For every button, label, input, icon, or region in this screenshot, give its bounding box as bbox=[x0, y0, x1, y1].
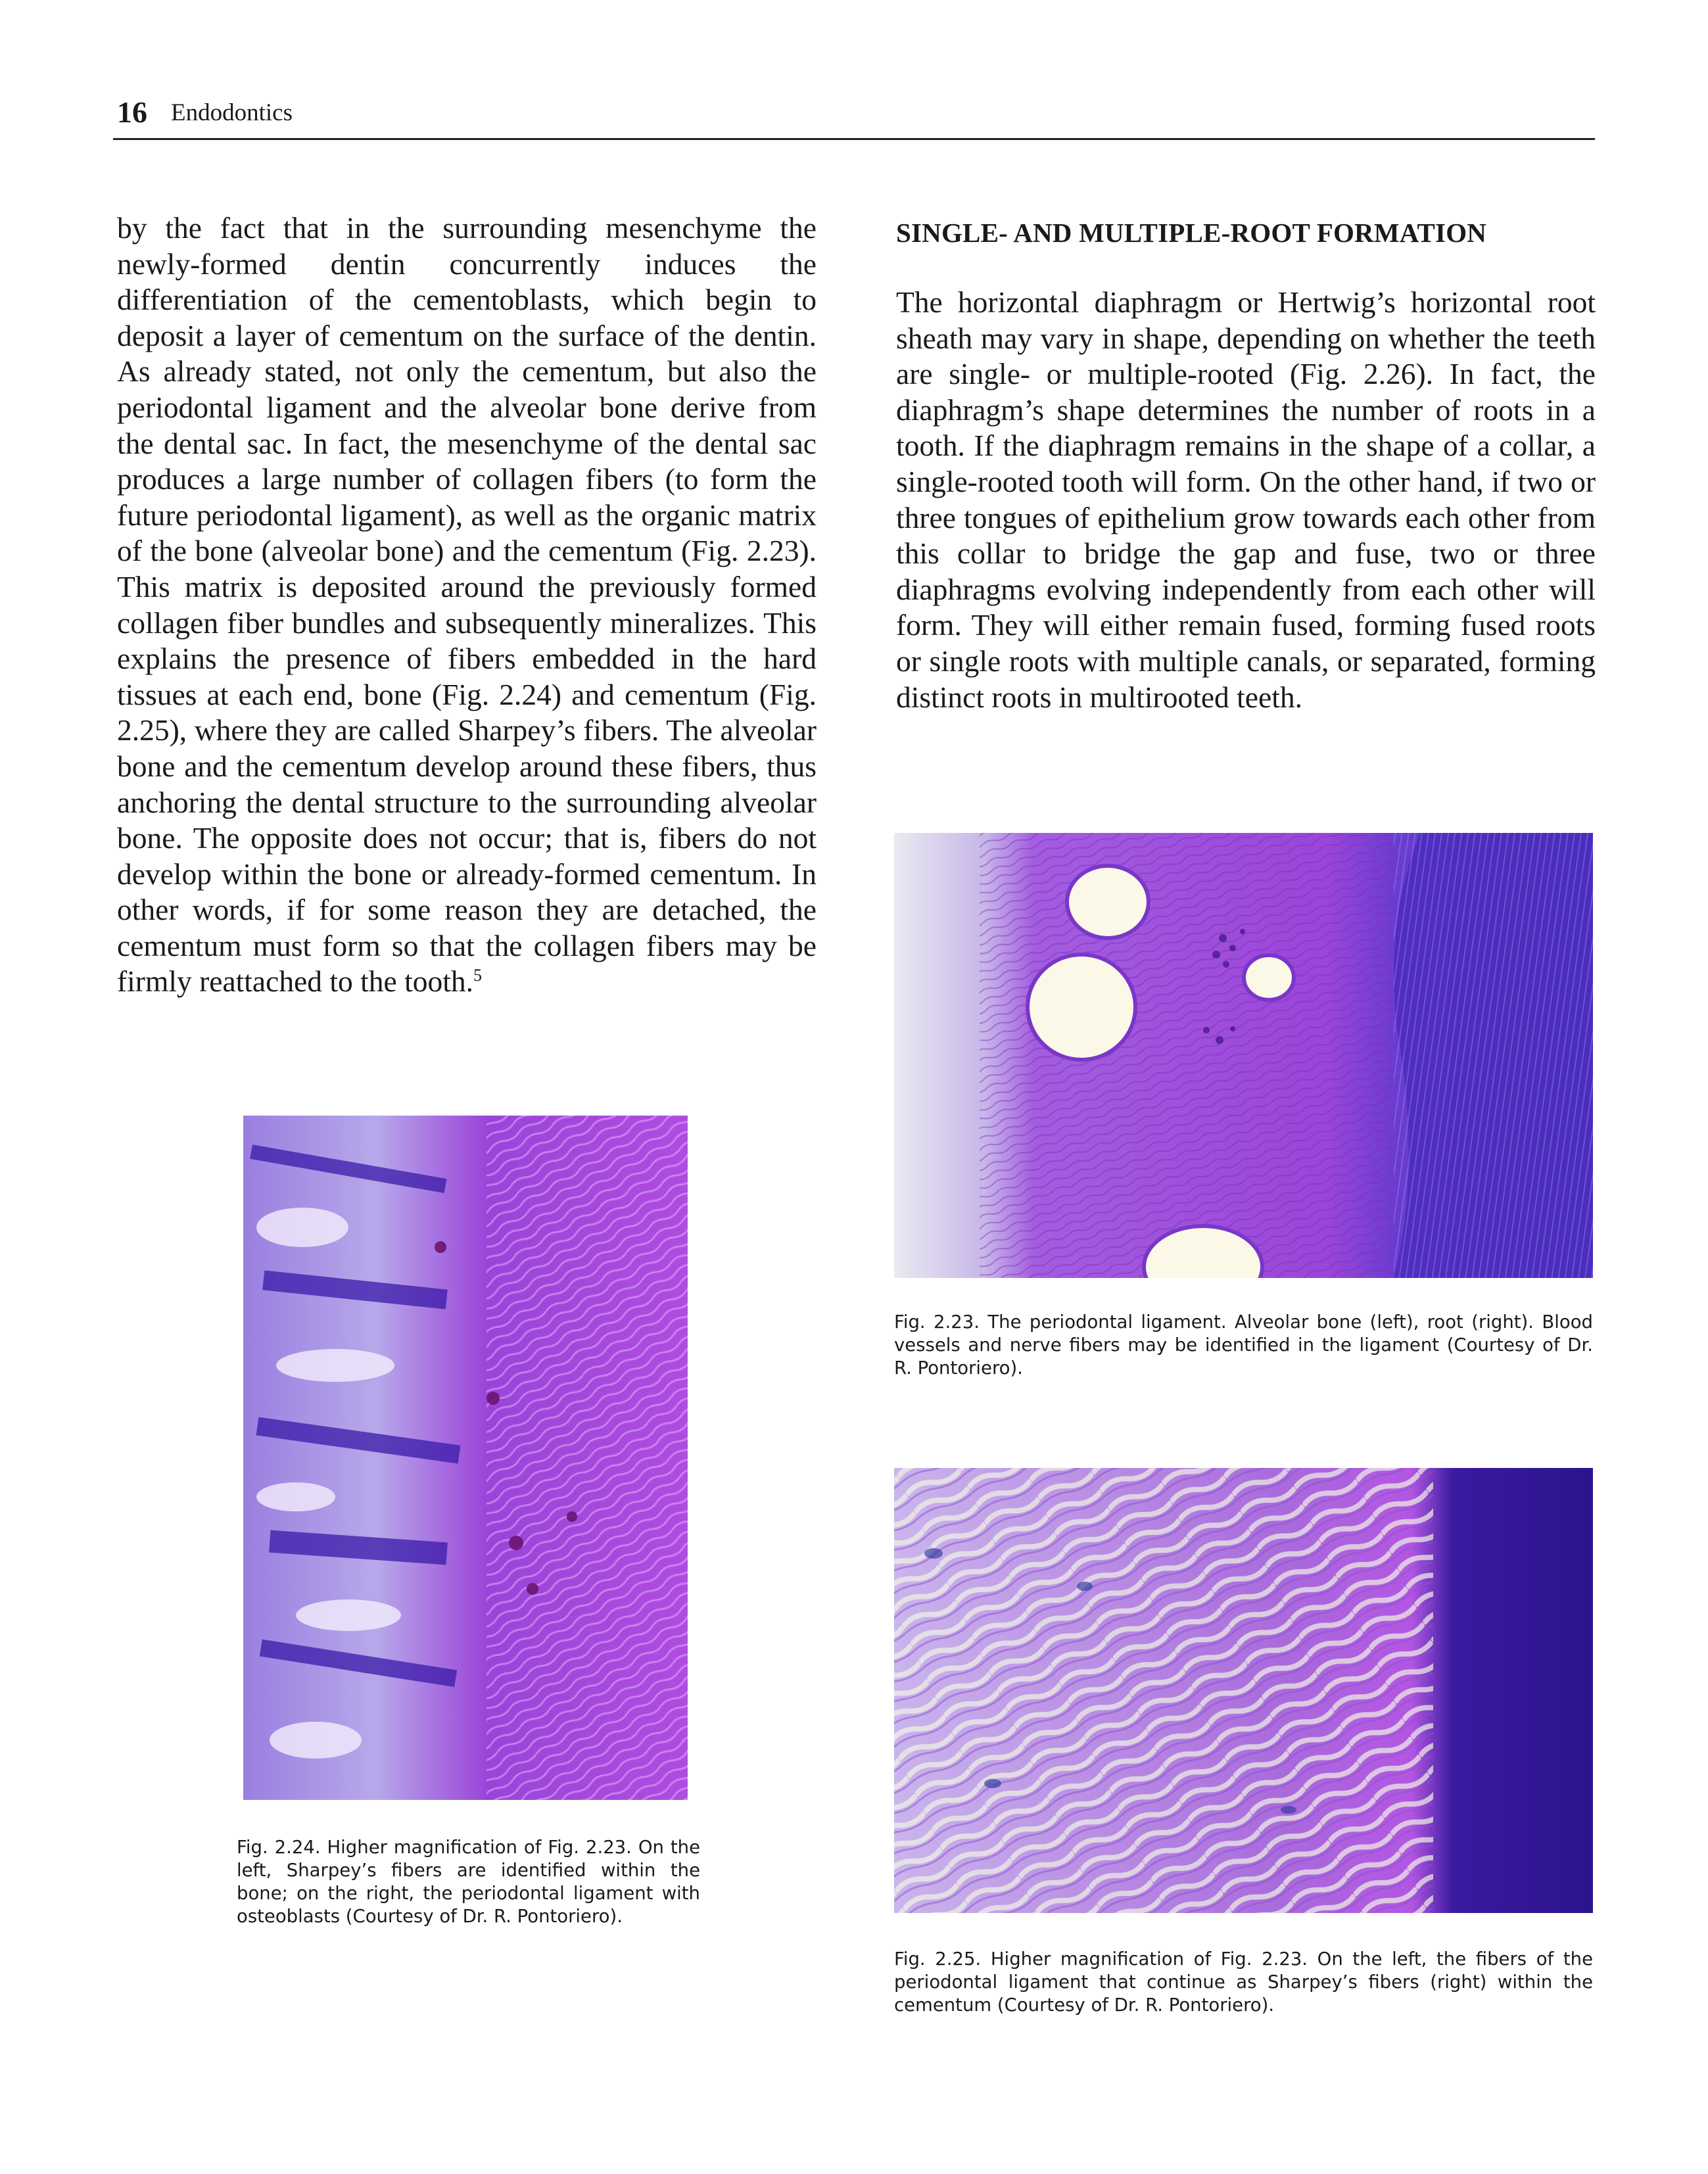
figure-2-24-caption: Fig. 2.24. Higher magnification of Fig. 2.23. On the left, Sharpey’s fibers are identified within the bone; on the right, the periodontal ligament with osteoblasts (Courtesy of Dr. R. Pontoriero). bbox=[237, 1837, 700, 1927]
left-column-text: by the fact that in the surrounding mesenchyme the newly-formed dentin concurrently induces the differentiation of the cementoblasts, which begin to deposit a layer of cementum on the surface of the dentin. As already stated, not only the cementum, but also the periodontal ligament and the alveolar bone derive from the dental sac. In fact, the mesenchyme of the dental sac produces a large number of collagen fibers (to form the future periodontal ligament), as well as the organic matrix of the bone (alveolar bone) and the cementum (Fig. 2.23). This matrix is deposited around the previously formed collagen fiber bundles and subsequently mineralizes. This explains the presence of fibers embedded in the hard tissues at each end, bone (Fig. 2.24) and cementum (Fig. 2.25), where they are called Sharpey’s fibers. The alveolar bone and the cementum develop around these fibers, thus anchoring the dental structure to the surrounding alveolar bone. The opposite does not occur; that is, fibers do not develop within the bone or already-formed cementum. In other words, if for some reason they are detached, the cementum must form so that the collagen fibers may be firmly reattached to the tooth.$^5$ bbox=[117, 211, 817, 999]
figure-2-25-caption: Fig. 2.25. Higher magnification of Fig. 2.23. On the left, the fibers of the periodontal ligament that continue as Sharpey’s fibers (right) within the cementum (Courtesy of Dr. R. Pontoriero). bbox=[894, 1949, 1593, 2016]
page-number: 16 bbox=[117, 95, 147, 129]
section-heading: SINGLE- AND MULTIPLE-ROOT FORMATION bbox=[896, 218, 1487, 248]
running-title: Endodontics bbox=[171, 99, 293, 126]
figure-2-23-micrograph bbox=[894, 833, 1593, 1278]
figure-2-24-micrograph bbox=[243, 1116, 688, 1800]
running-header bbox=[113, 92, 1595, 140]
right-column-text: The horizontal diaphragm or Hertwig’s horizontal root sheath may vary in shape, depending on whether the teeth are single- or multiple-rooted (Fig. 2.26). In fact, the diaphragm’s shape determines the number of roots in a tooth. If the diaphragm remains in the shape of a collar, a single-rooted tooth will form. On the other hand, if two or three tongues of epithelium grow towards each other from this collar to bridge the gap and fuse, two or three diaphragms evolving independently from each other will form. They will either remain fused, forming fused roots or single roots with multiple canals, or separated, forming distinct roots in multirooted teeth. bbox=[896, 285, 1596, 714]
figure-2-25-micrograph bbox=[894, 1468, 1593, 1913]
figure-2-23-caption: Fig. 2.23. The periodontal ligament. Alveolar bone (left), root (right). Blood vessels and nerve fibers may be identified in the ligament (Courtesy of Dr. R. Pontoriero). bbox=[894, 1311, 1593, 1379]
